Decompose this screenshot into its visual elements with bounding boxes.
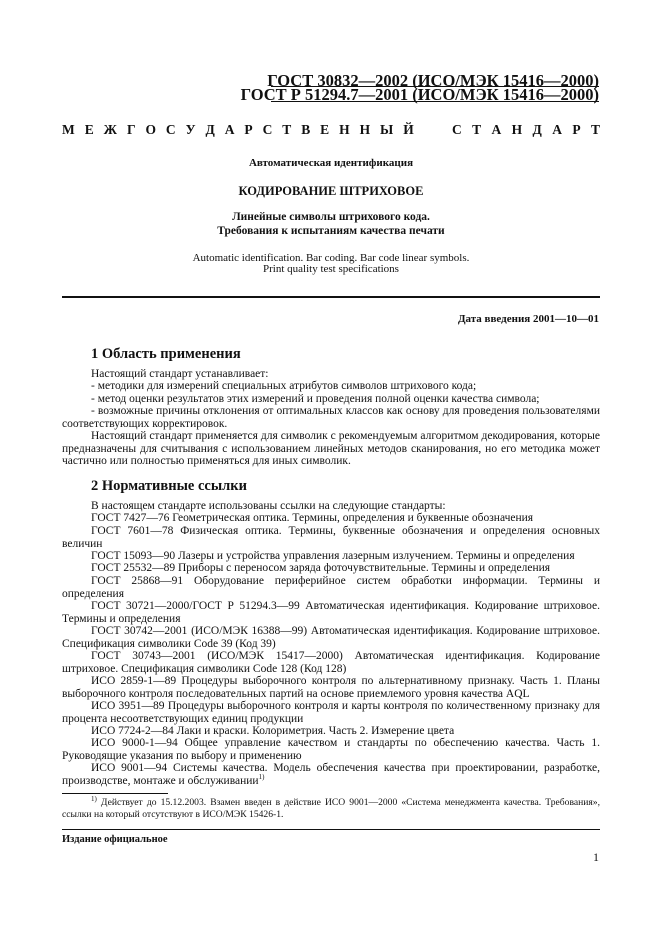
footnote-divider — [62, 793, 168, 794]
section-1-paragraph-1: Настоящий стандарт устанавливает: — [91, 368, 269, 380]
title-category: Автоматическая идентификация — [248, 157, 414, 169]
section-2-intro: В настоящем стандарте использованы ссылки на следующие стандарты: — [91, 500, 446, 512]
reference-item: ГОСТ 30721—2000/ГОСТ Р 51294.3—99 Автоматическая идентификация. Кодирование штриховое. Термины и определения — [62, 600, 600, 625]
reference-item: ГОСТ 7601—78 Физическая оптика. Термины, буквенные обозначения и определения основных величин — [62, 525, 600, 550]
reference-item: ГОСТ 25532—89 Приборы с переносом заряда фоточувствительные. Термины и определения — [91, 562, 551, 574]
footnote-text: Действует до 15.12.2003. Взамен введен в действие ИСО 9001—2000 «Система менеджмента качества. Требования», ссылки на который отсутствуют в ИСО/МЭК 15426-1. — [62, 797, 600, 820]
footnote-mark: 1) — [91, 794, 97, 803]
english-title-line-1: Automatic identification. Bar coding. Bar code linear symbols. — [192, 252, 470, 264]
heading-letter: Д — [532, 122, 542, 137]
heading-letter: У — [185, 122, 196, 137]
standard-type-word-1 — [62, 122, 414, 138]
reference-item: ГОСТ 30742—2001 (ИСО/МЭК 16388—99) Автоматическая идентификация. Кодирование штриховое. Спецификация символики Code 39 (Код 39) — [62, 625, 600, 650]
reference-item: ИСО 3951—89 Процедуры выборочного контроля и карты контроля по количественному признаку для процента несоответствующих единиц продукции — [62, 700, 600, 725]
heading-letter: Р — [244, 122, 253, 137]
subtitle-line-2: Требования к испытаниям качества печати — [217, 225, 445, 237]
heading-letter: Р — [572, 122, 581, 137]
reference-item-text: ИСО 9001—94 Системы качества. Модель обеспечения качества при проектировании, разработке, производстве, монтаже и обслуживании — [62, 762, 600, 787]
section-1-paragraph-2: - методики для измерений специальных атрибутов символов штрихового кода; — [91, 380, 477, 392]
reference-item-with-footnote — [62, 762, 600, 787]
heading-letter: О — [145, 122, 156, 137]
standard-code-line-2: ГОСТ Р 51294.7—2001 (ИСО/МЭК 15416—2000) — [240, 85, 599, 104]
heading-letter: Г — [126, 122, 136, 137]
standard-type-word-2 — [452, 122, 600, 138]
heading-letter: А — [224, 122, 235, 137]
reference-item: ГОСТ 15093—90 Лазеры и устройства управления лазерным излучением. Термины и определения — [91, 550, 575, 562]
reference-item: ИСО 7724-2—84 Лаки и краски. Колориметрия. Часть 2. Измерение цвета — [91, 725, 455, 737]
heading-letter: Т — [282, 122, 292, 137]
reference-item: ИСО 9000-1—94 Общее управление качеством и стандарты по обеспечению качества. Часть 1. Руководящие указания по выбору и применению — [62, 737, 600, 762]
heading-letter: Н — [359, 122, 371, 137]
title-divider — [62, 296, 600, 298]
section-1-paragraph-4: - возможные причины отклонения от оптимальных классов как основу для проведения пользователями соответствующих корректировок. — [62, 405, 600, 430]
heading-letter: А — [491, 122, 502, 137]
section-2-heading: 2 Нормативные ссылки — [91, 478, 247, 494]
heading-letter: Е — [84, 122, 94, 137]
footer-divider — [62, 829, 600, 830]
reference-item: ИСО 2859-1—89 Процедуры выборочного контроля по альтернативному признаку. Часть 1. Планы выборочного контроля последовательных партий на основе приемлемого уровня качества AQL — [62, 675, 600, 700]
reference-item: ГОСТ 7427—76 Геометрическая оптика. Термины, определения и буквенные обозначения — [91, 512, 534, 524]
heading-letter: Д — [205, 122, 215, 137]
footnote — [62, 794, 600, 821]
heading-letter: Н — [511, 122, 523, 137]
section-1-heading: 1 Область применения — [91, 346, 241, 362]
heading-letter: Ы — [380, 122, 394, 137]
page-number: 1 — [593, 850, 599, 864]
heading-letter: Е — [320, 122, 330, 137]
heading-letter: М — [62, 122, 75, 137]
code-underline-2 — [271, 101, 599, 102]
heading-letter: Т — [590, 122, 600, 137]
heading-letter: Й — [403, 122, 414, 137]
introduction-date: Дата введения 2001—10—01 — [457, 313, 599, 325]
edition-label: Издание официальное — [62, 834, 168, 845]
heading-letter: С — [452, 122, 462, 137]
section-1-paragraph-3: - метод оценки результатов этих измерений и проведения полной оценки качества символа; — [91, 393, 540, 405]
heading-letter: С — [262, 122, 273, 137]
heading-letter: Т — [472, 122, 482, 137]
heading-letter: Ж — [103, 122, 117, 137]
heading-letter: В — [301, 122, 311, 137]
reference-item: ГОСТ 25868—91 Оборудование периферийное систем обработки информации. Термины и определения — [62, 575, 600, 600]
heading-letter: С — [165, 122, 176, 137]
standard-type-heading — [62, 122, 600, 138]
subtitle-line-1: Линейные символы штрихового кода. — [232, 211, 430, 223]
english-title-line-2: Print quality test specifications — [263, 263, 399, 275]
standard-code-line-1: ГОСТ 30832—2002 (ИСО/МЭК 15416—2000) — [267, 71, 599, 90]
footnote-reference-mark[interactable]: 1) — [258, 772, 265, 781]
title-main: КОДИРОВАНИЕ ШТРИХОВОЕ — [238, 184, 424, 198]
heading-letter: Н — [339, 122, 350, 137]
heading-letter: А — [552, 122, 562, 137]
section-1-paragraph-5: Настоящий стандарт применяется для символик с рекомендуемым алгоритмом декодирования, которые предназначены для считывания с использованием линейных методов сканирования, но его методика может частично или полностью применяться для иных символик. — [62, 430, 600, 468]
reference-item: ГОСТ 30743—2001 (ИСО/МЭК 15417—2000) Автоматическая идентификация. Кодирование штриховое. Спецификация символики Code 128 (Код 128) — [62, 650, 600, 675]
